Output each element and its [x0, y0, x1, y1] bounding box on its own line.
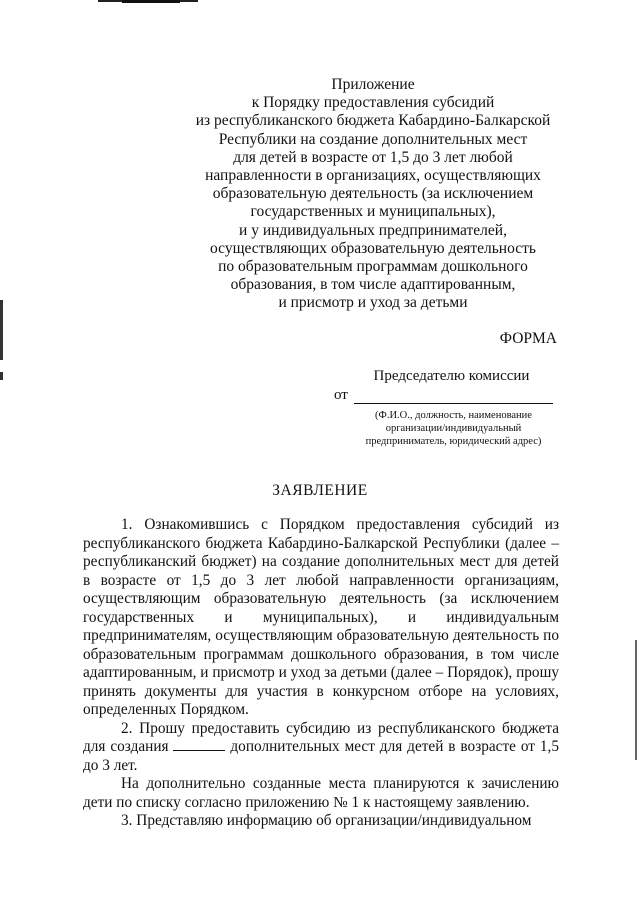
appendix-line: и у индивидуальных предпринимателей,: [239, 221, 507, 239]
addressee-title: Председателю комиссии: [373, 368, 530, 384]
scan-edge-mark: [0, 300, 3, 360]
appendix-line: и присмотр и уход за детьми: [278, 294, 468, 312]
addressee-caption: [348, 409, 559, 448]
from-fill-line[interactable]: [354, 389, 553, 404]
places-count-blank[interactable]: [173, 738, 225, 751]
caption-line: организации/индивидуальный: [385, 423, 522, 434]
paragraph-2b: На дополнительно созданные места планируются к зачислению дети по списку согласно приложению № 1 к настоящему заявлению.: [83, 775, 559, 811]
from-row: [334, 387, 559, 404]
appendix-line: Республики на создание дополнительных мест: [218, 130, 528, 148]
statement-body: [83, 516, 559, 831]
scan-edge-mark: [635, 640, 637, 760]
from-label: от: [334, 387, 348, 403]
appendix-line: к Порядку предоставления субсидий: [251, 94, 495, 112]
paragraph-2-end: дополнительных мест для детей в возрасте от 1,5 до 3 лет.: [83, 738, 560, 774]
appendix-line: направленности в организациях, осуществляющих: [205, 167, 541, 185]
statement-title: ЗАЯВЛЕНИЕ: [272, 482, 368, 499]
appendix-line: для детей в возрасте от 1,5 до 3 лет любой: [233, 148, 513, 166]
paragraph-1: 1. Ознакомившись с Порядком предоставления субсидий из республиканского бюджета Кабардино-Балкарской Республики (далее – республиканский бюджет) на создание дополнительных мест для детей в возрасте от 1,5 до 3 лет любой направленности организациям, осуществляющим образовательную деятельность (за исключением государственных и муниципальных), и индивидуальным предпринимателям, осуществляющим образовательную деятельность по образовательным программам дошкольного образования, в том числе адаптированным, и присмотр и уход за детьми (далее – Порядок), прошу принять документы для участия в конкурсном отборе на условиях, определенных Порядком.: [83, 516, 559, 718]
addressee-block: [334, 368, 559, 448]
form-label: ФОРМА: [499, 330, 557, 347]
appendix-line: из республиканского бюджета Кабардино-Балкарской: [195, 112, 551, 130]
appendix-line: осуществляющих образовательную деятельность: [210, 239, 536, 257]
appendix-line: образования, в том числе адаптированным,: [230, 276, 516, 294]
scan-edge-mark: [0, 372, 3, 380]
caption-line: (Ф.И.О., должность, наименование: [375, 410, 532, 421]
paragraph-2: [83, 720, 559, 776]
appendix-line: государственных и муниципальных),: [250, 203, 496, 221]
appendix-line: образовательную деятельность (за исключением: [212, 185, 534, 203]
scan-artifact: [122, 0, 180, 3]
paragraph-2-start: 2. Прошу предоставить субсидию из республиканского бюджета для создания: [83, 719, 559, 755]
caption-line: предприниматель, юридический адрес): [365, 436, 542, 447]
appendix-line: по образовательным программам дошкольного: [218, 258, 528, 276]
appendix-line: Приложение: [331, 76, 415, 93]
paragraph-3: 3. Представляю информацию об организации/индивидуальном: [121, 812, 532, 829]
appendix-header: [180, 76, 566, 313]
